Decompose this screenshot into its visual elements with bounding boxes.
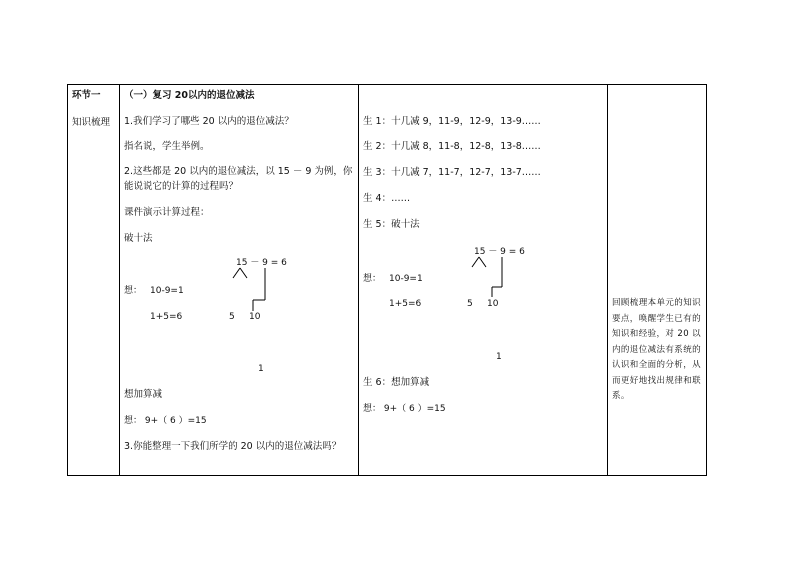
lone-number: 1 [258, 364, 264, 374]
step-2: 1+5=6 [150, 312, 183, 322]
student-split-left-number: 5 [467, 299, 473, 309]
question-2-line-1: 2.这些都是 20 以内的退位减法，以 15 － 9 为例，你 [124, 166, 353, 177]
column-divider-3 [607, 84, 608, 476]
question-1-followup: 指名说，学生举例。 [124, 141, 210, 152]
student-equation: 15 － 9 = 6 [474, 247, 525, 257]
demo-label: 课件演示计算过程： [124, 207, 210, 218]
student-split-branch-left [472, 257, 479, 267]
question-1: 1.我们学习了哪些 20 以内的退位减法？ [124, 116, 294, 127]
method-add-to-subtract: 想加算减 [124, 389, 163, 400]
table-top-border [67, 84, 707, 85]
student-think-label: 想： [363, 274, 382, 284]
section-heading: （一）复习 20以内的退位减法 [124, 90, 255, 101]
design-note: 回顾梳理本单元的知识要点，唤醒学生已有的知识和经验，对 20 以内的退位减法有系统的认识和全面的分析，从而更好地找出规律和联系。 [612, 298, 702, 401]
think-addition: 想： 9+（ 6 ）=15 [124, 416, 207, 426]
student-6-answer: 生 6：想加算减 [363, 377, 430, 388]
question-3: 3.你能整理一下我们所学的 20 以内的退位减法吗？ [124, 441, 342, 452]
student-3-answer: 生 3：十几减 7，11-7，12-7，13-7…… [363, 167, 541, 178]
split-branch-left [233, 268, 240, 278]
student-1-answer: 生 1：十几减 9，11-9，12-9，13-9…… [363, 116, 541, 127]
student-4-answer: 生 4：…… [363, 193, 411, 204]
split-branch-right [240, 268, 247, 278]
student-step-1: 10-9=1 [389, 274, 423, 284]
split-right-number: 10 [249, 312, 261, 322]
table-bottom-border [67, 475, 707, 476]
question-2-line-2: 能说说它的计算的过程吗？ [124, 181, 239, 192]
column-divider-1 [119, 84, 120, 476]
column-divider-2 [358, 84, 359, 476]
student-5-answer: 生 5：破十法 [363, 219, 420, 230]
table-right-border [706, 84, 707, 476]
think-label: 想： [124, 286, 143, 296]
student-lone-number: 1 [496, 352, 502, 362]
step-1: 10-9=1 [150, 286, 184, 296]
table-left-border [67, 84, 68, 476]
split-left-number: 5 [229, 312, 235, 322]
student-2-answer: 生 2：十几减 8，11-8，12-8，13-8…… [363, 141, 541, 152]
student-step-2: 1+5=6 [389, 299, 422, 309]
student-split-right-number: 10 [487, 299, 499, 309]
method-break-ten: 破十法 [124, 233, 153, 244]
stage-label: 环节一 [72, 90, 101, 101]
topic-label: 知识梳理 [72, 117, 111, 128]
equation: 15 － 9 = 6 [236, 258, 287, 268]
student-think-addition: 想： 9+（ 6 ）=15 [363, 404, 446, 414]
student-split-branch-right [479, 257, 486, 267]
